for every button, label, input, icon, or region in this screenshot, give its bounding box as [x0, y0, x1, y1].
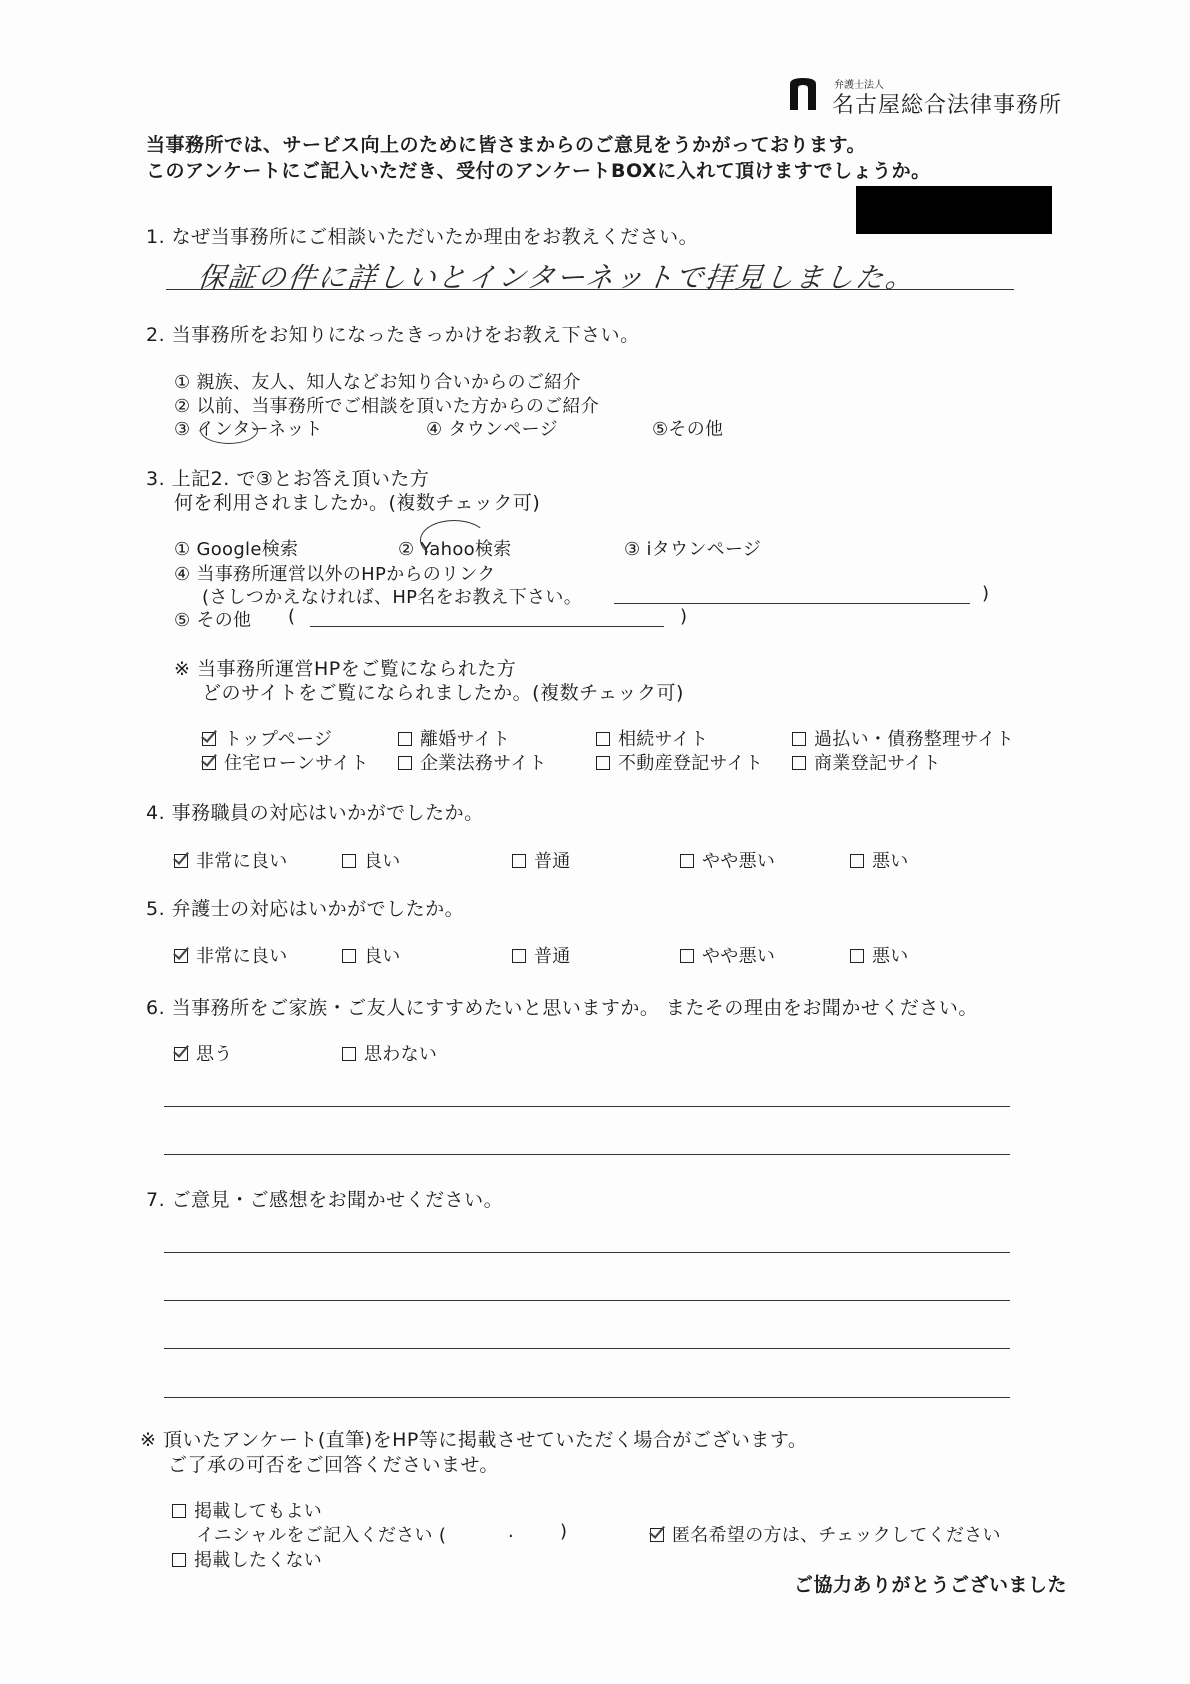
checkbox[interactable] [650, 1528, 664, 1542]
checkbox[interactable] [174, 949, 188, 963]
question-2-option-1[interactable]: ① 親族、友人、知人などお知り合いからのご紹介 [174, 372, 581, 393]
question-7-line-3[interactable] [164, 1348, 1010, 1349]
question-3-option-5-close: ) [680, 606, 688, 627]
question-1-answer[interactable]: 保証の件に詳しいとインターネットで拝見しました。 [196, 261, 918, 294]
hp-site-home-loan[interactable]: 住宅ローンサイト [202, 749, 369, 775]
thanks-message: ご協力ありがとうございました [794, 1574, 1068, 1596]
question-3-option-5-open: ( [288, 606, 296, 627]
hp-site-top[interactable]: トップページ [202, 725, 332, 751]
publish-initials-close: ) [560, 1521, 568, 1542]
question-2-label: 2. 当事務所をお知りになったきっかけをお教え下さい。 [146, 324, 640, 346]
redaction-block [856, 186, 1052, 234]
question-7-line-1[interactable] [164, 1252, 1010, 1253]
checkbox[interactable] [792, 756, 806, 770]
question-6-option-1[interactable]: 思う [174, 1040, 233, 1066]
checkbox[interactable] [174, 1047, 188, 1061]
question-3-hp-name-line[interactable] [614, 603, 970, 604]
question-1-label: 1. なぜ当事務所にご相談いただいたか理由をお教えください。 [146, 226, 699, 248]
hp-site-inheritance[interactable]: 相続サイト [596, 725, 708, 751]
question-5-label: 5. 弁護士の対応はいかがでしたか。 [146, 898, 465, 920]
publish-initials-label: イニシャルをご記入ください ( [196, 1525, 447, 1546]
question-5-option-3[interactable]: 普通 [512, 942, 571, 968]
question-2-option-4[interactable]: ④ タウンページ [426, 419, 558, 440]
question-4-option-1[interactable]: 非常に良い [174, 847, 288, 873]
publish-note-2: ご了承の可否をご回答くださいませ。 [168, 1454, 499, 1476]
question-4-label: 4. 事務職員の対応はいかがでしたか。 [146, 802, 484, 824]
intro-line-1: 当事務所では、サービス向上のために皆さまからのご意見をうかがっております。 [146, 134, 866, 156]
hp-site-commercial[interactable]: 商業登記サイト [792, 749, 941, 775]
question-7-line-4[interactable] [164, 1397, 1010, 1398]
checkbox[interactable] [172, 1553, 186, 1567]
firm-logo-small: 弁護士法人 [834, 80, 884, 91]
question-2-option-5[interactable]: ⑤その他 [652, 419, 724, 440]
question-3-option-4-close: ) [982, 583, 990, 604]
checkbox[interactable] [792, 732, 806, 746]
question-3-option-2[interactable]: ② Yahoo検索 [398, 539, 512, 560]
intro-line-2: このアンケートにご記入いただき、受付のアンケートBOXに入れて頂けますでしょうか。 [146, 160, 931, 182]
question-3-option-5[interactable]: ⑤ その他 [174, 610, 252, 631]
checkbox[interactable] [398, 732, 412, 746]
checkbox[interactable] [342, 949, 356, 963]
checkbox[interactable] [596, 732, 610, 746]
firm-name: 名古屋総合法律事務所 [832, 93, 1063, 118]
question-3-other-line[interactable] [310, 626, 664, 627]
question-6-reason-line-1[interactable] [164, 1106, 1010, 1107]
question-6-label: 6. 当事務所をご家族・ご友人にすすめたいと思いますか。 またその理由をお聞かせください。 [146, 997, 978, 1019]
question-7-line-2[interactable] [164, 1300, 1010, 1301]
question-1-answer-line [166, 289, 1014, 290]
question-3-option-4[interactable]: ④ 当事務所運営以外のHPからのリンク [174, 564, 496, 585]
question-4-option-2[interactable]: 良い [342, 847, 401, 873]
checkbox[interactable] [202, 756, 216, 770]
publish-initials-dot[interactable]: . [508, 1521, 515, 1542]
checkbox[interactable] [202, 732, 216, 746]
checkbox[interactable] [342, 854, 356, 868]
question-3-option-2-circle [420, 520, 488, 560]
question-2-option-2[interactable]: ② 以前、当事務所でご相談を頂いた方からのご紹介 [174, 396, 600, 417]
question-3-option-3[interactable]: ③ iタウンページ [624, 539, 762, 560]
publish-note-1: ※ 頂いたアンケート(直筆)をHP等に掲載させていただく場合がございます。 [140, 1429, 808, 1451]
checkbox[interactable] [680, 854, 694, 868]
publish-ok-option[interactable]: 掲載してもよい [172, 1497, 322, 1523]
question-6-reason-line-2[interactable] [164, 1154, 1010, 1155]
hp-site-divorce[interactable]: 離婚サイト [398, 725, 510, 751]
question-4-option-4[interactable]: やや悪い [680, 847, 775, 873]
hp-question-label-1: ※ 当事務所運営HPをご覧になられた方 [174, 658, 517, 680]
checkbox[interactable] [172, 1504, 186, 1518]
question-3-option-1[interactable]: ① Google検索 [174, 539, 299, 560]
question-2-option-3[interactable]: ③ インターネット [174, 419, 323, 440]
checkbox[interactable] [512, 949, 526, 963]
checkbox[interactable] [398, 756, 412, 770]
question-5-option-4[interactable]: やや悪い [680, 942, 775, 968]
publish-ng-option[interactable]: 掲載したくない [172, 1546, 322, 1572]
question-6-option-2[interactable]: 思わない [342, 1040, 437, 1066]
checkbox[interactable] [342, 1047, 356, 1061]
checkbox[interactable] [174, 854, 188, 868]
question-3-label-1: 3. 上記2. で③とお答え頂いた方 [146, 468, 430, 490]
question-4-option-5[interactable]: 悪い [850, 847, 909, 873]
checkbox[interactable] [680, 949, 694, 963]
question-2-option-3-circle [200, 416, 258, 444]
firm-logo-mark-icon [788, 76, 818, 110]
question-3-label-2: 何を利用されましたか。(複数チェック可) [174, 492, 541, 514]
hp-question-label-2: どのサイトをご覧になられましたか。(複数チェック可) [202, 682, 684, 704]
checkbox[interactable] [850, 854, 864, 868]
checkbox[interactable] [512, 854, 526, 868]
firm-logo [788, 76, 818, 110]
publish-anonymous-option[interactable]: 匿名希望の方は、チェックしてください [650, 1521, 1001, 1547]
hp-site-real-estate[interactable]: 不動産登記サイト [596, 749, 763, 775]
question-5-option-2[interactable]: 良い [342, 942, 401, 968]
question-5-option-1[interactable]: 非常に良い [174, 942, 288, 968]
checkbox[interactable] [596, 756, 610, 770]
hp-site-corporate[interactable]: 企業法務サイト [398, 749, 547, 775]
checkbox[interactable] [850, 949, 864, 963]
hp-site-debt[interactable]: 過払い・債務整理サイト [792, 725, 1014, 751]
question-7-label: 7. ご意見・ご感想をお聞かせください。 [146, 1189, 504, 1211]
question-3-option-4-note: (さしつかえなければ、HP名をお教え下さい。 [202, 587, 583, 608]
question-4-option-3[interactable]: 普通 [512, 847, 571, 873]
question-5-option-5[interactable]: 悪い [850, 942, 909, 968]
